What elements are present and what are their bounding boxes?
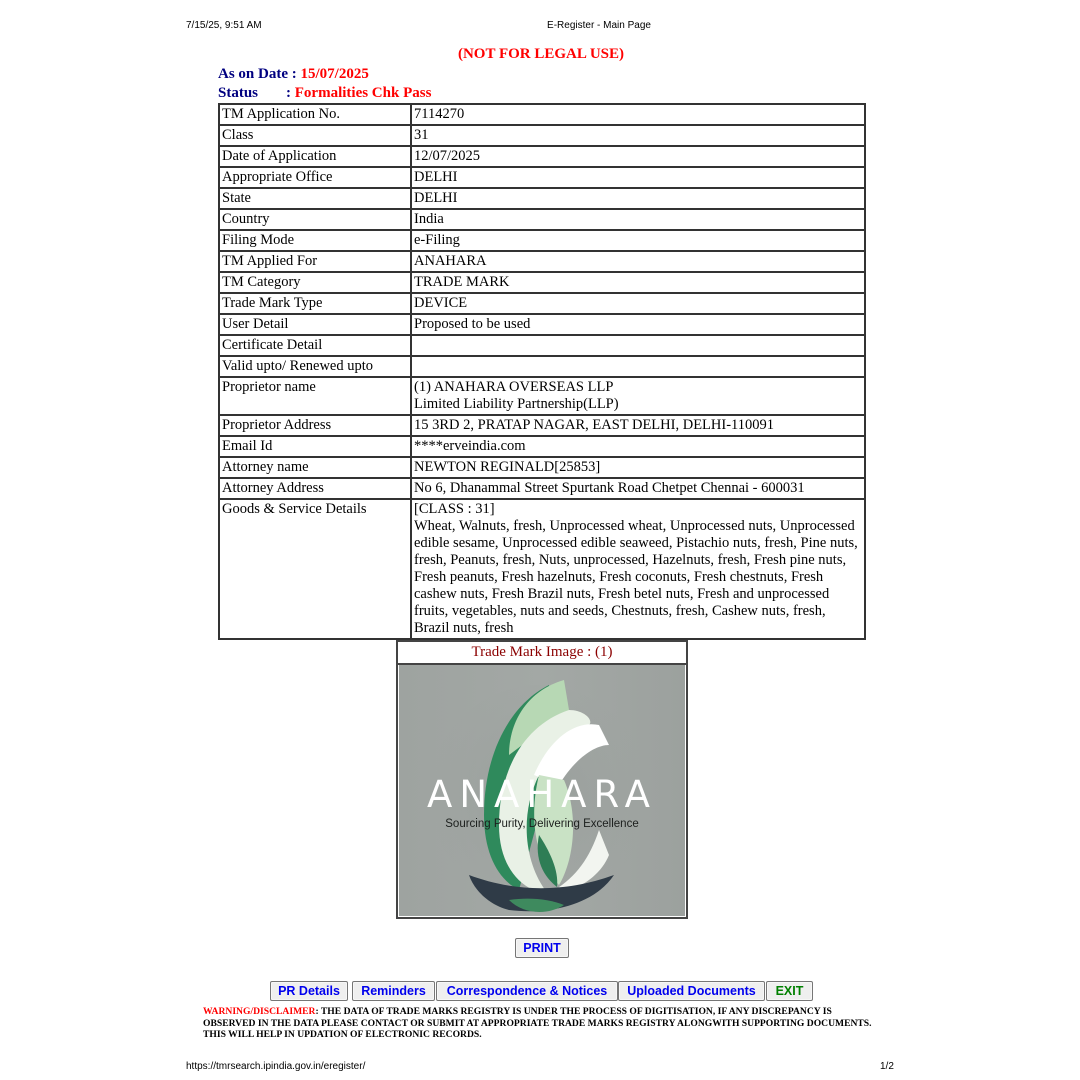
print-page-title: E-Register - Main Page: [547, 20, 651, 31]
detail-label: Filing Mode: [219, 230, 411, 251]
as-on-date-separator: :: [288, 66, 301, 82]
trademark-image-title: Trade Mark Image : (1): [398, 642, 686, 665]
detail-value: 31: [411, 125, 865, 146]
table-row: [219, 415, 865, 436]
table-row: [219, 499, 865, 639]
table-row: [219, 230, 865, 251]
logo-wordmark: ANAHARA: [427, 773, 657, 816]
detail-label: Proprietor name: [219, 377, 411, 415]
table-row: [219, 167, 865, 188]
as-on-date: [218, 65, 369, 83]
detail-value: DEVICE: [411, 293, 865, 314]
detail-label: Appropriate Office: [219, 167, 411, 188]
table-row: [219, 293, 865, 314]
detail-value: [411, 335, 865, 356]
table-row: [219, 335, 865, 356]
table-row: [219, 478, 865, 499]
detail-label: User Detail: [219, 314, 411, 335]
table-row: [219, 272, 865, 293]
detail-value: DELHI: [411, 167, 865, 188]
table-row: [219, 188, 865, 209]
detail-label: Goods & Service Details: [219, 499, 411, 639]
detail-label: Attorney name: [219, 457, 411, 478]
goods-class: [CLASS : 31]: [414, 501, 495, 517]
detail-label: TM Category: [219, 272, 411, 293]
table-row: [219, 125, 865, 146]
detail-label: Date of Application: [219, 146, 411, 167]
detail-label: Email Id: [219, 436, 411, 457]
detail-label: Certificate Detail: [219, 335, 411, 356]
detail-label: TM Application No.: [219, 104, 411, 125]
exit-button[interactable]: EXIT: [766, 981, 813, 1001]
status: [218, 84, 431, 102]
detail-value: No 6, Dhanammal Street Spurtank Road Chetpet Chennai - 600031: [411, 478, 865, 499]
detail-value: TRADE MARK: [411, 272, 865, 293]
reminders-button[interactable]: Reminders: [352, 981, 435, 1001]
table-row: [219, 146, 865, 167]
print-button[interactable]: PRINT: [515, 938, 569, 958]
uploaded-documents-button[interactable]: Uploaded Documents: [618, 981, 765, 1001]
detail-value: 7114270: [411, 104, 865, 125]
disclaimer-label: WARNING/DISCLAIMER: [203, 1006, 316, 1017]
detail-value: NEWTON REGINALD[25853]: [411, 457, 865, 478]
correspondence-notices-button[interactable]: Correspondence & Notices: [436, 981, 618, 1001]
detail-label: Attorney Address: [219, 478, 411, 499]
table-row: [219, 377, 865, 415]
proprietor-name: (1) ANAHARA OVERSEAS LLP: [414, 379, 614, 395]
table-row: [219, 251, 865, 272]
detail-label: TM Applied For: [219, 251, 411, 272]
detail-value: Proposed to be used: [411, 314, 865, 335]
as-on-date-label: As on Date: [218, 66, 288, 82]
application-details-table: [218, 103, 866, 640]
table-row: [219, 356, 865, 377]
not-for-legal-use-notice: (NOT FOR LEGAL USE): [457, 46, 624, 62]
detail-value: ANAHARA: [411, 251, 865, 272]
disclaimer: [203, 1006, 883, 1041]
logo-tagline: Sourcing Purity, Delivering Excellence: [445, 818, 639, 830]
table-row: [219, 436, 865, 457]
table-row: [219, 209, 865, 230]
print-page-number: 1/2: [880, 1061, 894, 1072]
status-value: Formalities Chk Pass: [294, 85, 432, 101]
detail-value: ****erveindia.com: [411, 436, 865, 457]
print-datetime: 7/15/25, 9:51 AM: [186, 20, 262, 31]
detail-label: Trade Mark Type: [219, 293, 411, 314]
trademark-logo-image: [399, 665, 685, 916]
detail-value: [411, 499, 865, 639]
detail-value: 15 3RD 2, PRATAP NAGAR, EAST DELHI, DELHI-110091: [411, 415, 865, 436]
status-label: Status: [218, 85, 259, 101]
detail-label: Valid upto/ Renewed upto: [219, 356, 411, 377]
proprietor-entity-type: Limited Liability Partnership(LLP): [414, 396, 619, 412]
detail-label: Proprietor Address: [219, 415, 411, 436]
table-row: [219, 104, 865, 125]
trademark-image-panel: [396, 640, 688, 919]
pr-details-button[interactable]: PR Details: [270, 981, 348, 1001]
detail-label: Class: [219, 125, 411, 146]
detail-value: [411, 356, 865, 377]
detail-value: DELHI: [411, 188, 865, 209]
goods-description: Wheat, Walnuts, fresh, Unprocessed wheat, Unprocessed nuts, Unprocessed edible sesame, Unprocessed edible seaweed, Pistachio nuts, fresh, Pine nuts, fresh, Peanuts, fresh, Nuts, unprocessed, Hazelnuts, fresh, Fresh pine nuts, Fresh peanuts, Fresh hazelnuts, Fresh coconuts, Fresh chestnuts, Fresh cashew nuts, Fresh Brazil nuts, Fresh betel nuts, Fresh and unprocessed fruits, vegetables, nuts and seeds, Chestnuts, fresh, Cashew nuts, fresh, Brazil nuts, fresh: [414, 518, 858, 636]
as-on-date-value: 15/07/2025: [300, 66, 369, 82]
detail-label: Country: [219, 209, 411, 230]
detail-value: India: [411, 209, 865, 230]
table-row: [219, 314, 865, 335]
detail-value: [411, 377, 865, 415]
detail-value: 12/07/2025: [411, 146, 865, 167]
detail-value: e-Filing: [411, 230, 865, 251]
disclaimer-text: : THE DATA OF TRADE MARKS REGISTRY IS UNDER THE PROCESS OF DIGITISATION, IF ANY DISCREPANCY IS OBSERVED IN THE DATA PLEASE CONTACT OR SUBMIT AT APPROPRIATE TRADE MARKS REGISTRY ALONGWITH SUPPORTING DOCUMENTS. THIS WILL HELP IN UPDATION OF ELECTRONIC RECORDS.: [203, 1006, 872, 1040]
detail-label: State: [219, 188, 411, 209]
print-url: https://tmrsearch.ipindia.gov.in/eregister/: [186, 1061, 366, 1072]
table-row: [219, 457, 865, 478]
status-separator: :: [286, 85, 295, 101]
